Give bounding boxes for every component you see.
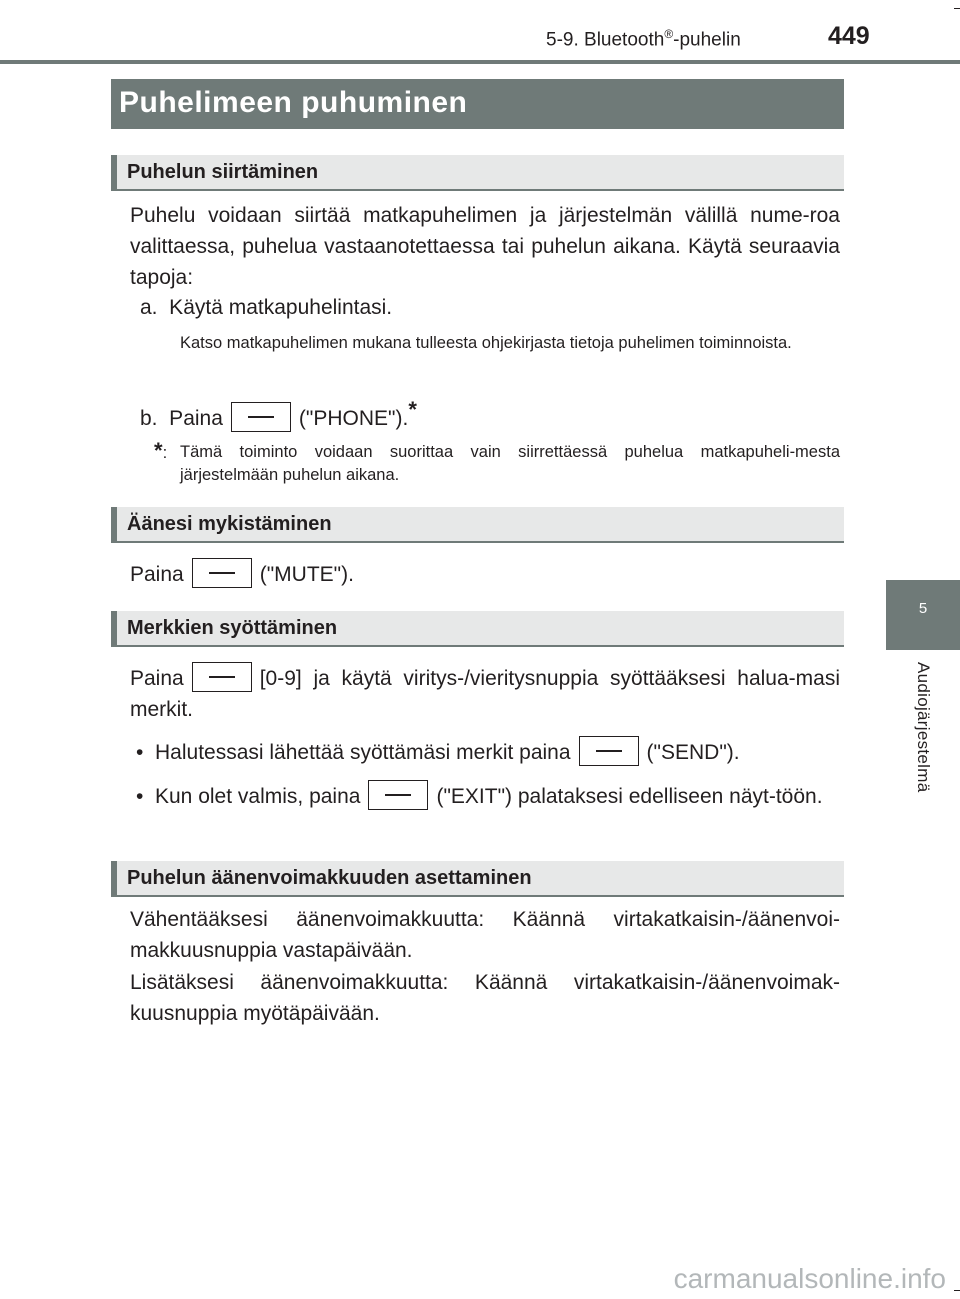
exit-key-icon xyxy=(368,780,428,810)
page-number: 449 xyxy=(828,22,870,50)
crop-mark xyxy=(954,8,960,9)
header-rule xyxy=(0,60,960,64)
char-key-icon xyxy=(192,662,252,692)
section-heading-mute: Äänesi mykistäminen xyxy=(111,507,844,543)
crop-mark xyxy=(954,1290,960,1291)
chapter-label: Audiojärjestelmä xyxy=(914,662,933,793)
bullet-exit: Kun olet valmis, paina ("EXIT") palataksesi edelliseen näyt-töön. xyxy=(155,781,840,812)
volume-increase: Lisätäksesi äänenvoimakkuutta: Käännä virtakatkaisin-/äänenvoimak-kuusnuppia myötäpäivään. xyxy=(130,971,840,1025)
running-header: 5-9. Bluetooth®-puhelin xyxy=(546,27,741,51)
send-key-icon xyxy=(579,736,639,766)
item-a: a. Käytä matkapuhelintasi. xyxy=(140,296,393,319)
mute-text: Paina ("MUTE"). xyxy=(130,559,354,590)
volume-decrease: Vähentääksesi äänenvoimakkuutta: Käännä virtakatkaisin-/äänenvoi-makkuusnuppia vastapäivään. xyxy=(130,908,840,962)
bullet-dot: • xyxy=(136,741,144,764)
chars-text: Paina [0-9] ja käytä viritys-/vieritysnuppia syöttääksesi halua-masi merkit. xyxy=(130,663,840,725)
footnote-mark: *: xyxy=(154,438,168,463)
section-heading-volume: Puhelun äänenvoimakkuuden asettaminen xyxy=(111,861,844,897)
mute-key-icon xyxy=(192,558,252,588)
watermark: carmanualsonline.info xyxy=(673,1263,946,1294)
page-title: Puhelimeen puhuminen xyxy=(119,86,468,119)
item-b: b. Paina ("PHONE").* xyxy=(140,394,417,434)
footnote: Tämä toiminto voidaan suorittaa vain siirrettäessä puhelua matkapuheli-mesta järjestelmään puhelun aikana. xyxy=(180,443,840,484)
transfer-intro: Puhelu voidaan siirtää matkapuhelimen ja järjestelmän välillä nume-roa valittaessa, puhelua vastaanotettaessa tai puhelun aikana. Käytä seuraavia tapoja: xyxy=(130,204,840,289)
item-a-note: Katso matkapuhelimen mukana tulleesta ohjekirjasta tietoja puhelimen toiminnoista. xyxy=(180,334,792,352)
page-title-bar xyxy=(111,79,844,129)
bullet-dot: • xyxy=(136,785,144,808)
section-heading-transfer: Puhelun siirtäminen xyxy=(111,155,844,191)
phone-key-icon xyxy=(231,402,291,432)
chapter-tab: 5 xyxy=(886,580,960,650)
section-heading-chars: Merkkien syöttäminen xyxy=(111,611,844,647)
bullet-send: Halutessasi lähettää syöttämäsi merkit paina ("SEND"). xyxy=(155,737,840,768)
